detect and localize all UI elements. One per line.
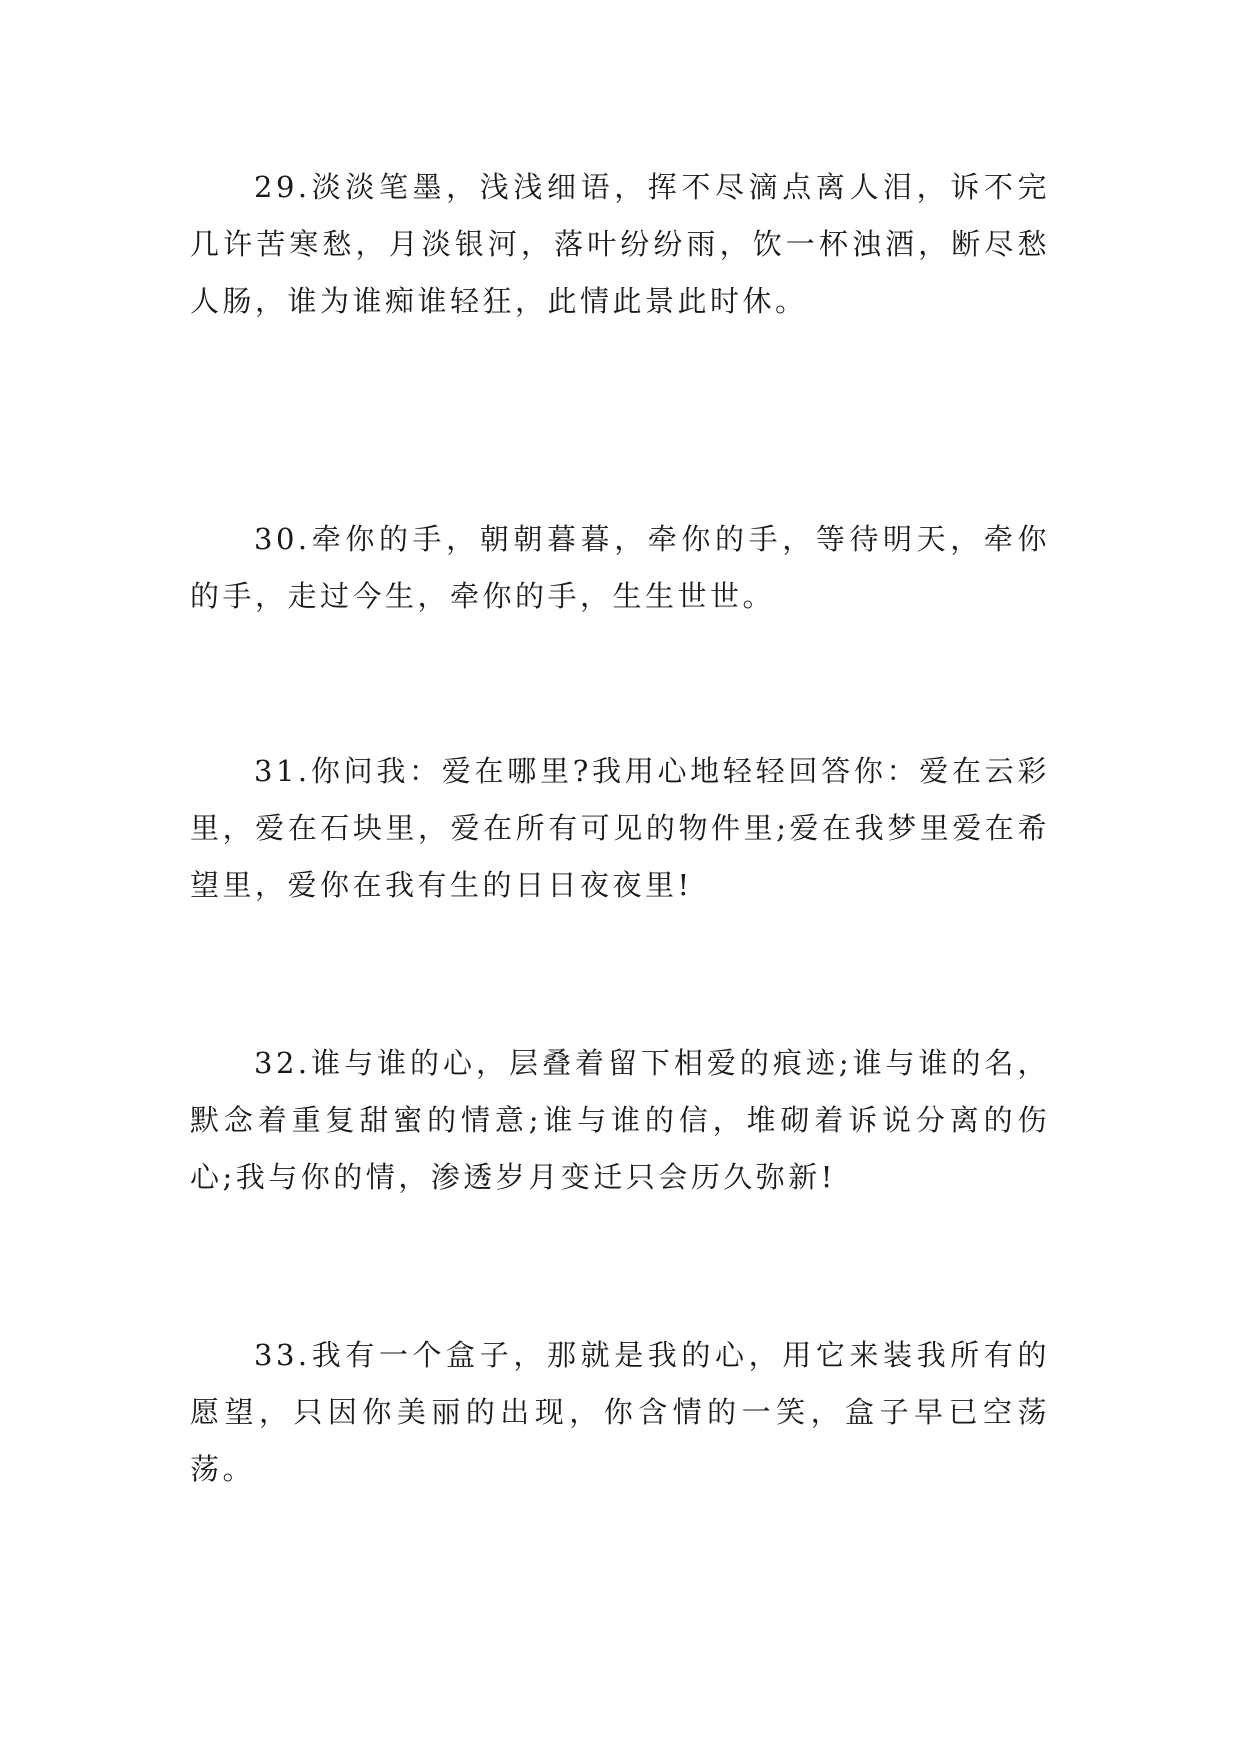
paragraph-text: 我有一个盒子，那就是我的心，用它来装我所有的愿望，只因你美丽的出现，你含情的一笑，盒子早已空荡荡。 (190, 1338, 1050, 1486)
paragraph-30 (190, 511, 1050, 625)
paragraph-31 (190, 743, 1050, 914)
paragraph-text: 你问我：爱在哪里?我用心地轻轻回答你：爱在云彩里，爱在石块里，爱在所有可见的物件里;爱在我梦里爱在希望里，爱你在我有生的日日夜夜里! (190, 754, 1050, 902)
paragraph-33 (190, 1327, 1050, 1498)
paragraph-number: 30. (254, 522, 311, 556)
paragraph-number: 31. (254, 754, 311, 788)
paragraph-text: 牵你的手，朝朝暮暮，牵你的手，等待明天，牵你的手，走过今生，牵你的手，生生世世。 (190, 522, 1050, 613)
paragraph-number: 29. (254, 170, 311, 204)
paragraph-32 (190, 1035, 1050, 1206)
paragraph-text: 淡淡笔墨，浅浅细语，挥不尽滴点离人泪，诉不完几许苦寒愁，月淡银河，落叶纷纷雨，饮一杯浊酒，断尽愁人肠，谁为谁痴谁轻狂，此情此景此时休。 (190, 170, 1050, 318)
paragraph-29 (190, 159, 1050, 330)
paragraph-text: 谁与谁的心，层叠着留下相爱的痕迹;谁与谁的名，默念着重复甜蜜的情意;谁与谁的信，堆砌着诉说分离的伤心;我与你的情，渗透岁月变迁只会历久弥新! (190, 1046, 1050, 1194)
paragraph-number: 32. (254, 1046, 311, 1080)
paragraph-number: 33. (254, 1338, 311, 1372)
